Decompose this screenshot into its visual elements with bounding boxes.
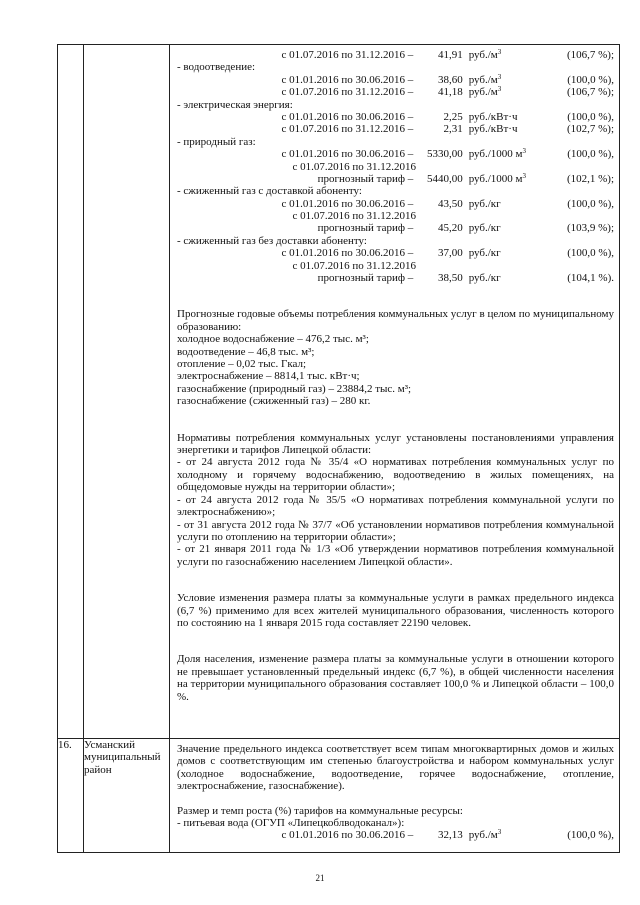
tariff-rate-line: с 01.01.2016 по 30.06.2016 – 32,13 $руб./м^3$ (100,0 %), [281, 828, 614, 842]
norms-list [177, 456, 614, 568]
table-row [58, 45, 620, 739]
tariff-label: - питьевая вода (ОГУП «Липецкоблводоканал»): [177, 817, 405, 830]
table-row [58, 739, 620, 853]
condition-paragraph: Условие изменения размера платы за коммунальные услуги в рамках предельного индекса (6,7 %) применимо для всех жителей муниципального образования, численность которого по состоянию на 1 января 2015 года составляет 22190 человек. [177, 592, 614, 629]
norms-item: - от 31 августа 2012 года № 37/7 «Об установлении нормативов потребления коммунальной услуги по отоплению на территории области»; [177, 518, 614, 543]
share-paragraph: Доля населения, изменение размера платы за коммунальные услуги в отношении которого не превышает установленный предельный индекс (6,7 %), в общей численности населения на территории муниципального образования составляет 100,0 % и Липецкой области – 100,0 %. [177, 653, 614, 703]
details-cell [170, 45, 620, 739]
forecast-item: отопление – 0,02 тыс. Гкал; [177, 358, 307, 371]
forecast-list [177, 333, 614, 407]
tariff-rate-line: с 01.01.2016 по 30.06.2016 – 38,60 $руб./м^3$ (100,0 %), [281, 72, 614, 86]
tariff-period-line: с 01.07.2016 по 31.12.2016 [292, 210, 416, 223]
tariff-rate-line: с 01.07.2016 по 31.12.2016 – 41,18 $руб./м^3$ (106,7 %); [281, 85, 614, 99]
page-number: 21 [315, 873, 325, 883]
row-number-cell [58, 45, 84, 739]
tariff-rate-line: прогнозный тариф – 5440,00 руб./1000 $м^3$ (102,1 %); [317, 171, 614, 185]
tariff-period-line: с 01.07.2016 по 31.12.2016 [292, 259, 416, 272]
norms-item: - от 21 января 2011 года № 1/3 «Об утверждении нормативов потребления коммунальной услуги по газоснабжению населением Липецкой области». [177, 543, 614, 568]
tariff-rate-line: с 01.07.2016 по 31.12.2016 – 41,91 $руб./м^3$ (106,7 %); [281, 48, 614, 61]
tariff-period-line: с 01.07.2016 по 31.12.2016 [292, 160, 416, 173]
forecast-item: газоснабжение (природный газ) – 23884,2 тыс. м³; [177, 382, 412, 395]
tariff-rate-line: прогнозный тариф – 38,50 руб./кг (104,1 %). [317, 272, 614, 285]
forecast-intro: Прогнозные годовые объемы потребления коммунальных услуг в целом по муниципальному образованию: [177, 308, 614, 333]
tariff-label: - сжиженный газ с доставкой абоненту: [177, 185, 362, 198]
details-cell [170, 739, 620, 853]
municipality-cell [84, 45, 170, 739]
tariff-rate-line: с 01.07.2016 по 31.12.2016 – 2,31 руб./кВт·ч (102,7 %); [281, 123, 614, 136]
rates-intro: Размер и темп роста (%) тарифов на коммунальные ресурсы: [177, 804, 463, 817]
tariff-label: - водоотведение: [177, 61, 256, 74]
municipality-name: Усманский муниципальный район [84, 739, 170, 853]
tariff-rate-line: прогнозный тариф – 45,20 руб./кг (103,9 %); [317, 222, 614, 235]
tariff-label: - природный газ: [177, 135, 256, 148]
tariff-label: - сжиженный газ без доставки абоненту: [177, 234, 367, 247]
municipal-tariff-table [57, 44, 620, 853]
norms-paragraph: Нормативы потребления коммунальных услуг установлены постановлениями управления энергетики и тарифов Липецкой области: [177, 431, 614, 457]
tariff-label: - электрическая энергия: [177, 98, 293, 111]
row-number: 16. [58, 739, 84, 853]
norms-item: - от 24 августа 2012 года № 35/5 «О нормативах потребления коммунальной услуги по электроснабжению»; [177, 493, 614, 519]
index-paragraph: Значение предельного индекса соответствует всем типам многоквартирных домов и жилых домов с соответствующим им степенью благоустройства и набором коммунальных услуг (холодное водоснабжение, водоотведение, горячее водоснабжение, отопление, электроснабжение, газоснабжение). [177, 743, 614, 793]
forecast-item: электроснабжение – 8814,1 тыс. кВт·ч; [177, 370, 360, 383]
forecast-item: холодное водоснабжение – 476,2 тыс. м³; [177, 333, 369, 346]
tariff-rate-line: с 01.01.2016 по 30.06.2016 – 37,00 руб./кг (100,0 %), [281, 247, 614, 260]
forecast-item: водоотведение – 46,8 тыс. м³; [177, 345, 315, 358]
tariff-rate-line: с 01.01.2016 по 30.06.2016 – 5330,00 руб./1000 $м^3$ (100,0 %), [281, 147, 614, 161]
tariff-rate-line: с 01.01.2016 по 30.06.2016 – 2,25 руб./кВт·ч (100,0 %), [281, 110, 614, 123]
norms-item: - от 24 августа 2012 года № 35/4 «О нормативах потребления коммунальных услуг по холодному и горячему водоснабжению, водоотведению в жилых помещениях, на общедомовые нужды на территории области»; [177, 456, 614, 494]
forecast-item: газоснабжение (сжиженный газ) – 280 кг. [177, 395, 371, 408]
tariff-rate-line: с 01.01.2016 по 30.06.2016 – 43,50 руб./кг (100,0 %), [281, 197, 614, 210]
tariff-list [177, 49, 614, 284]
